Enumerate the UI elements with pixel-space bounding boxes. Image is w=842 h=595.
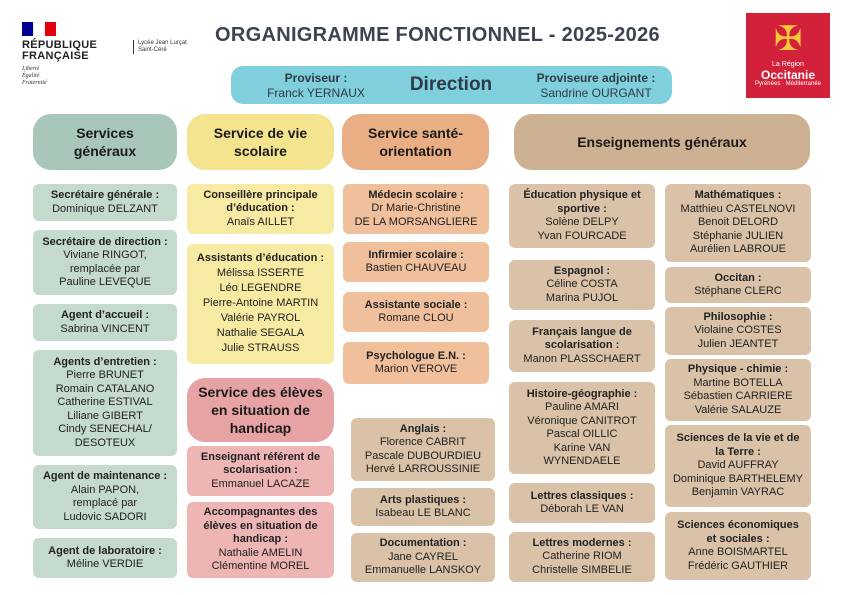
card-role: Physique - chimie : (687, 363, 789, 375)
french-flag-icon (22, 22, 56, 36)
card-names: Méline VERDIE (66, 558, 144, 570)
card-role: Accompagnantes des élèves en situation de handicap : (203, 506, 318, 546)
header-enseignements-generaux: Enseignements généraux (514, 114, 810, 170)
card-eps (509, 184, 655, 248)
card-role: Sciences de la vie et de la Terre : (676, 432, 800, 458)
page-title: ORGANIGRAMME FONCTIONNEL - 2025-2026 (215, 24, 660, 46)
card-agents-entretien (33, 350, 177, 456)
card-role: Agent de maintenance : (42, 470, 168, 482)
card-role: Mathématiques : (694, 189, 782, 202)
card-role: Sciences économiques et sociales : (677, 519, 799, 545)
card-agent-laboratoire (33, 538, 177, 578)
card-names: Anne BOISMARTEL Frédéric GAUTHIER (687, 546, 789, 572)
proviseur-name: Franck YERNAUX (267, 86, 365, 100)
card-names: Bastien CHAUVEAU (365, 262, 467, 274)
card-arts-plastiques (351, 488, 495, 526)
card-lettres-classiques (509, 483, 655, 523)
card-role: Arts plastiques : (379, 493, 467, 506)
card-names: Martine BOTELLA Sébastien CARRIERE Valérie SALAUZE (683, 376, 793, 416)
card-role: Secrétaire de direction : (42, 235, 168, 248)
card-names: Solène DELPY Yvan FOURCADE (537, 216, 627, 242)
card-role: Espagnol : (553, 264, 611, 277)
card-agent-accueil (33, 304, 177, 341)
card-francais-langue-scolarisation (509, 320, 655, 372)
region-label-2: Occitanie (760, 68, 816, 82)
card-names: David AUFFRAY Dominique BARTHELEMY Benjamin VAYRAC (672, 459, 803, 499)
card-names: Pierre BRUNET Romain CATALANO Catherine ESTIVAL Liliane GIBERT Cindy SENECHAL/ DESOTEUX (55, 369, 155, 449)
card-names: Romane CLOU (378, 312, 454, 324)
card-role: Enseignant référent de scolarisation : (200, 450, 321, 477)
card-role: Assistants d’éducation : (196, 252, 325, 265)
card-assistante-sociale (343, 292, 489, 332)
card-role: Agents d’entretien : (53, 355, 157, 368)
card-role: Anglais : (399, 422, 447, 435)
card-names: Florence CABRIT Pascale DUBOURDIEU Hervé LARROUSSINIE (364, 436, 482, 475)
card-names: Anaïs AILLET (226, 215, 295, 228)
region-occitanie-logo (746, 13, 830, 98)
card-medecin-scolaire (343, 184, 489, 234)
card-role: Histoire-géographie : (526, 387, 638, 400)
card-role: Documentation : (379, 537, 467, 550)
card-names: Céline COSTA Marina PUJOL (545, 278, 619, 304)
card-role: Français langue de scolarisation : (532, 325, 632, 352)
card-names: Dr Marie-Christine DE LA MORSANGLIERE (354, 202, 478, 228)
header-services-generaux: Services généraux (33, 114, 177, 170)
card-lettres-modernes (509, 532, 655, 582)
card-names: Sabrina VINCENT (60, 322, 150, 335)
card-role: Éducation physique et sportive : (523, 189, 641, 215)
card-names: Emmanuel LACAZE (211, 477, 310, 490)
card-agent-maintenance (33, 465, 177, 529)
card-names: Marion VEROVE (374, 363, 458, 375)
card-names: Mélissa ISSERTE Léo LEGENDRE Pierre-Antoine MARTIN Valérie PAYROL Nathalie SEGALA Julie STRAUSS (202, 266, 319, 354)
card-role: Psychologue E.N. : (366, 349, 466, 362)
card-names: Déborah LE VAN (540, 503, 624, 515)
card-names: Alain PAPON, remplacé par Ludovic SADORI (63, 483, 147, 523)
card-physique-chimie (665, 359, 811, 421)
card-mathematiques (665, 184, 811, 262)
card-names: Jane CAYREL Emmanuelle LANSKOY (364, 550, 482, 577)
card-svt (665, 425, 811, 507)
proviseur-role: Proviseur : (284, 71, 348, 85)
card-accompagnantes-handicap (187, 502, 334, 578)
card-anglais (351, 418, 495, 481)
header-sante-orientation: Service santé- orientation (342, 114, 489, 170)
occitan-cross-icon: ✠ (773, 20, 803, 58)
card-secretaire-direction (33, 230, 177, 295)
card-philosophie (665, 307, 811, 355)
header-vie-scolaire: Service de vie scolaire (187, 114, 334, 170)
card-role: Médecin scolaire : (368, 188, 464, 201)
card-role: Lettres modernes : (532, 536, 632, 549)
republique-label: RÉPUBLIQUE FRANÇAISE (22, 39, 98, 62)
card-role: Lettres classiques : (530, 489, 634, 502)
card-secretaire-generale (33, 184, 177, 221)
card-ses (665, 512, 811, 580)
region-label-3: Pyrénées · Méditerranée (754, 81, 822, 87)
card-role: Agent d’accueil : (60, 309, 150, 321)
motto: Liberté Égalité Fraternité (22, 66, 47, 86)
direction-title: Direction (409, 74, 493, 95)
header-eleves-handicap: Service des élèves en situation de handicap (187, 378, 334, 442)
card-enseignant-referent (187, 446, 334, 496)
card-names: Viviane RINGOT, remplacée par Pauline LEVEQUE (59, 249, 151, 288)
card-histoire-geographie (509, 382, 655, 474)
card-names: Pauline AMARI Véronique CANITROT Pascal OILLIC Karine VAN WYNENDAELE (527, 401, 637, 467)
proviseure-adjointe-name: Sandrine OURGANT (540, 86, 652, 100)
card-names: Stéphane CLERC (694, 285, 782, 297)
card-names: Violaine COSTES Julien JEANTET (694, 324, 782, 350)
republique-francaise-logo (22, 22, 122, 87)
card-names: Nathalie AMELIN Clémentine MOREL (211, 546, 310, 573)
region-label-1: La Région (772, 61, 804, 68)
card-espagnol (509, 260, 655, 310)
card-role: Philosophie : (703, 310, 773, 323)
card-names: Catherine RIOM Christelle SIMBELIE (532, 550, 632, 576)
card-role: Occitan : (714, 271, 762, 284)
card-names: Isabeau LE BLANC (375, 507, 471, 519)
card-occitan (665, 267, 811, 303)
card-names: Dominique DELZANT (52, 202, 158, 215)
card-role: Conseillère principale d’éducation : (203, 188, 318, 215)
card-infirmier-scolaire (343, 242, 489, 282)
lycee-label: Lycée Jean Lurçat Saint-Céré (133, 40, 187, 54)
card-psychologue (343, 342, 489, 384)
card-role: Infirmier scolaire : (368, 248, 464, 261)
card-cpe (187, 184, 334, 234)
proviseure-adjointe-role: Proviseure adjointe : (536, 71, 656, 85)
card-role: Assistante sociale : (364, 298, 468, 311)
direction-box (231, 66, 672, 104)
card-documentation (351, 533, 495, 582)
card-names: Manon PLASSCHAERT (523, 352, 641, 365)
card-role: Agent de laboratoire : (48, 544, 162, 557)
card-names: Matthieu CASTELNOVI Benoit DELORD Stéphanie JULIEN Aurélien LABROUE (680, 202, 796, 256)
card-assistants-education (187, 244, 334, 364)
card-role: Secrétaire générale : (50, 189, 160, 201)
